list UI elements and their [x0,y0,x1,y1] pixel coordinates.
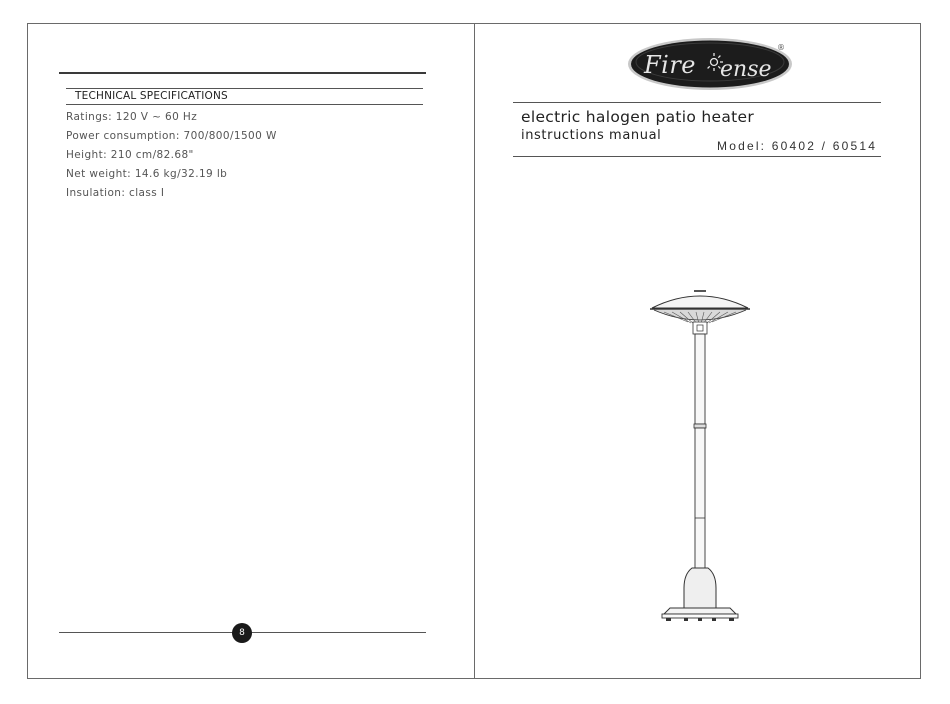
fire-sense-logo [626,36,794,92]
spec-heading-rule-top [66,88,423,89]
title-rule-top [513,102,881,103]
manual-subtitle: instructions manual [521,128,662,143]
top-rule-left [59,72,426,74]
manual-title: electric halogen patio heater [521,108,755,126]
spec-net-weight: Net weight: 14.6 kg/32.19 lb [66,168,228,180]
svg-text:ense: ense [720,57,772,82]
spec-ratings: Ratings: 120 V ~ 60 Hz [66,111,198,123]
patio-heater-illustration [640,282,760,627]
page-spine [474,23,475,679]
spec-heading-rule-bottom [66,104,423,105]
model-number: Model: 60402 / 60514 [717,139,878,153]
spec-height: Height: 210 cm/82.68" [66,149,194,161]
spec-insulation: Insulation: class I [66,187,165,199]
title-rule-bottom [513,156,881,157]
spec-section-title: TECHNICAL SPECIFICATIONS [75,90,228,102]
svg-text:®: ® [777,43,785,52]
page-number-badge: 8 [232,623,252,643]
svg-text:Fire: Fire [644,51,697,79]
spec-list [66,108,277,203]
spec-power-consumption: Power consumption: 700/800/1500 W [66,130,277,142]
